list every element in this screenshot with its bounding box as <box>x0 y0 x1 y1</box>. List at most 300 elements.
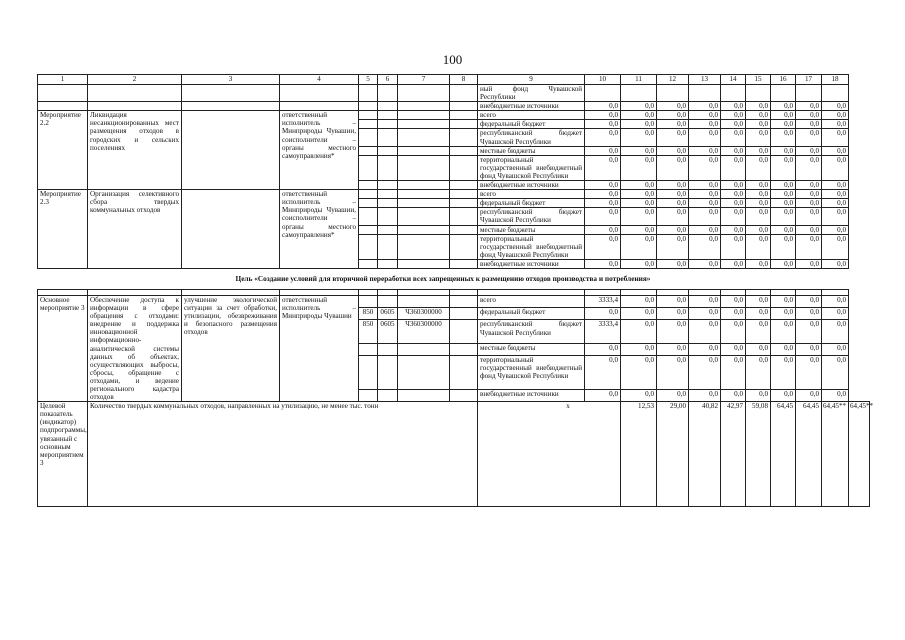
empty-cell <box>746 85 771 102</box>
value-cell: 0,0 <box>822 343 849 355</box>
empty-cell <box>378 146 398 155</box>
value-cell: 0,0 <box>657 155 689 180</box>
indicator-marker-cell: х <box>478 402 621 507</box>
empty-cell <box>359 120 378 129</box>
value-cell: 0,0 <box>796 190 822 199</box>
value-cell: 0,0 <box>721 190 746 199</box>
column-header: 12 <box>657 75 689 85</box>
empty-cell <box>398 155 450 180</box>
csr-cell <box>398 389 450 401</box>
csr-cell <box>398 295 450 307</box>
value-cell: 0,0 <box>621 102 657 111</box>
value-cell: 0,0 <box>822 120 849 129</box>
value-cell: 0,0 <box>657 199 689 208</box>
empty-cell <box>822 85 849 102</box>
value-cell: 0,0 <box>796 389 822 401</box>
value-cell: 0,0 <box>621 111 657 120</box>
value-cell: 0,0 <box>746 199 771 208</box>
rzpr-cell <box>378 343 398 355</box>
empty-cell <box>359 259 378 268</box>
value-cell: 0,0 <box>721 129 746 146</box>
empty-cell <box>182 102 280 111</box>
measure-name-cell: Ликвидация несанкционированных мест размещения отходов в городских и сельских поселениях <box>88 111 182 190</box>
value-cell: 0,0 <box>771 234 796 259</box>
rzpr-cell <box>378 295 398 307</box>
value-cell: 0,0 <box>621 355 657 389</box>
value-cell: 0,0 <box>585 355 621 389</box>
value-cell: 0,0 <box>746 308 771 320</box>
column-header: 8 <box>450 75 478 85</box>
value-cell: 0,0 <box>746 181 771 190</box>
value-cell: 0,0 <box>822 102 849 111</box>
program-table <box>37 74 874 507</box>
empty-cell <box>182 85 280 102</box>
executor-cell: ответственный исполнитель – Минприроды Чувашии, соисполнители – органы местного самоуправления* <box>280 111 359 190</box>
empty-cell <box>359 190 378 199</box>
value-cell: 0,0 <box>585 225 621 234</box>
value-cell: 0,0 <box>822 190 849 199</box>
value-cell: 0,0 <box>657 234 689 259</box>
value-cell: 0,0 <box>721 234 746 259</box>
empty-cell <box>280 102 359 111</box>
value-cell: 0,0 <box>796 320 822 343</box>
measure-row <box>38 190 870 199</box>
value-cell: 0,0 <box>796 355 822 389</box>
value-cell: 0,0 <box>721 120 746 129</box>
value-cell: 0,0 <box>746 155 771 180</box>
value-cell: 0,0 <box>585 234 621 259</box>
empty-cell <box>88 102 182 111</box>
value-cell: 0,0 <box>771 389 796 401</box>
value-cell: 0,0 <box>621 234 657 259</box>
value-cell: 0,0 <box>657 343 689 355</box>
grbs-cell <box>359 295 378 307</box>
value-cell: 0,0 <box>771 190 796 199</box>
measure-row <box>38 111 870 120</box>
value-cell: 0,0 <box>822 320 849 343</box>
value-cell: 0,0 <box>771 295 796 307</box>
value-cell: 0,0 <box>657 129 689 146</box>
value-cell: 0,0 <box>721 320 746 343</box>
empty-cell <box>378 234 398 259</box>
indicator-label-cell: Целевой показатель (индикатор) подпрограммы, увязанный с основным мероприятием 3 <box>38 402 88 507</box>
value-cell: 40,82 <box>689 402 721 507</box>
csr-cell <box>398 355 450 389</box>
value-cell: 0,0 <box>822 295 849 307</box>
indicator-row <box>38 402 870 507</box>
value-cell: 3333,4 <box>585 295 621 307</box>
value-cell: 0,0 <box>689 295 721 307</box>
empty-cell <box>378 190 398 199</box>
empty-cell <box>378 102 398 111</box>
value-cell: 0,0 <box>721 181 746 190</box>
value-cell: 0,0 <box>822 355 849 389</box>
goal-heading: Цель «Создание условий для вторичной переработки всех запрещенных к размещению отходов производства и потребления» <box>38 268 849 289</box>
empty-cell <box>378 225 398 234</box>
funding-source-cell: ный фонд Чувашской Республики <box>478 85 585 102</box>
value-cell: 0,0 <box>746 129 771 146</box>
value-cell: 0,0 <box>746 355 771 389</box>
value-cell: 0,0 <box>657 389 689 401</box>
result-cell <box>182 190 280 269</box>
value-cell: 0,0 <box>621 155 657 180</box>
empty-cell <box>398 102 450 111</box>
empty-cell <box>378 111 398 120</box>
funding-source-cell: внебюджетные источники <box>478 259 585 268</box>
value-cell: 0,0 <box>746 146 771 155</box>
value-cell: 0,0 <box>621 225 657 234</box>
empty-cell <box>378 155 398 180</box>
continuation-row <box>38 85 870 102</box>
value-cell: 0,0 <box>746 102 771 111</box>
empty-cell <box>38 85 88 102</box>
value-cell: 0,0 <box>621 208 657 225</box>
csr-cell <box>398 343 450 355</box>
value-cell: 0,0 <box>796 295 822 307</box>
value-cell: 0,0 <box>689 146 721 155</box>
funding-source-cell: федеральный бюджет <box>478 308 585 320</box>
value-cell: 0,0 <box>585 190 621 199</box>
empty-cell <box>398 146 450 155</box>
empty-cell <box>359 208 378 225</box>
value-cell: 0,0 <box>746 225 771 234</box>
value-cell: 0,0 <box>771 129 796 146</box>
value-cell: 0,0 <box>796 102 822 111</box>
goal-row <box>38 268 870 289</box>
executor-cell: ответственный исполнитель – Минприроды Чувашии, соисполнители – органы местного самоуправления* <box>280 190 359 269</box>
funding-source-cell: всего <box>478 111 585 120</box>
value-cell: 0,0 <box>721 225 746 234</box>
value-cell: 0,0 <box>689 120 721 129</box>
value-cell: 0,0 <box>746 259 771 268</box>
value-cell: 0,0 <box>585 155 621 180</box>
value-cell: 0,0 <box>585 208 621 225</box>
value-cell: 0,0 <box>771 155 796 180</box>
funding-source-cell: республиканский бюджет Чувашской Республики <box>478 320 585 343</box>
executor-cell: ответственный исполнитель – Минприроды Чувашии <box>280 295 359 401</box>
rzpr-cell <box>378 389 398 401</box>
value-cell: 0,0 <box>657 355 689 389</box>
csr-cell: Ч360300000 <box>398 308 450 320</box>
value-cell: 0,0 <box>721 155 746 180</box>
column-header: 10 <box>585 75 621 85</box>
value-cell: 0,0 <box>796 181 822 190</box>
value-cell: 0,0 <box>689 102 721 111</box>
empty-cell <box>378 85 398 102</box>
funding-source-cell: территориальный государственный внебюджетный фонд Чувашской Республики <box>478 155 585 180</box>
value-cell: 0,0 <box>657 120 689 129</box>
value-cell: 0,0 <box>689 155 721 180</box>
value-cell: 0,0 <box>621 259 657 268</box>
value-cell: 0,0 <box>771 208 796 225</box>
value-cell: 0,0 <box>771 320 796 343</box>
value-cell: 12,53 <box>621 402 657 507</box>
empty-cell <box>689 85 721 102</box>
value-cell: 0,0 <box>771 120 796 129</box>
value-cell: 0,0 <box>657 181 689 190</box>
value-cell: 0,0 <box>689 111 721 120</box>
empty-cell <box>450 259 478 268</box>
empty-cell <box>378 129 398 146</box>
value-cell: 0,0 <box>721 389 746 401</box>
column-header: 7 <box>398 75 450 85</box>
vr-cell <box>450 343 478 355</box>
empty-cell <box>359 234 378 259</box>
value-cell: 0,0 <box>621 308 657 320</box>
empty-cell <box>398 120 450 129</box>
value-cell: 0,0 <box>796 225 822 234</box>
value-cell: 0,0 <box>746 295 771 307</box>
value-cell: 0,0 <box>721 295 746 307</box>
value-cell: 0,0 <box>657 259 689 268</box>
vr-cell <box>450 308 478 320</box>
result-cell: улучшение экологической ситуации за счет обработки, утилизации, обезвреживания и безопасного размещения отходов <box>182 295 280 401</box>
value-cell: 0,0 <box>822 389 849 401</box>
column-header: 11 <box>621 75 657 85</box>
value-cell: 64,45** <box>849 402 870 507</box>
column-header: 13 <box>689 75 721 85</box>
value-cell: 0,0 <box>822 234 849 259</box>
value-cell: 0,0 <box>585 120 621 129</box>
value-cell: 0,0 <box>689 259 721 268</box>
empty-cell <box>359 129 378 146</box>
value-cell: 0,0 <box>657 320 689 343</box>
value-cell: 0,0 <box>585 111 621 120</box>
page-number: 100 <box>442 52 463 67</box>
value-cell: 0,0 <box>689 199 721 208</box>
value-cell: 0,0 <box>585 102 621 111</box>
value-cell: 0,0 <box>657 146 689 155</box>
continuation-row <box>38 102 870 111</box>
column-header: 17 <box>796 75 822 85</box>
grbs-cell <box>359 389 378 401</box>
funding-source-cell: федеральный бюджет <box>478 199 585 208</box>
funding-source-cell: местные бюджеты <box>478 146 585 155</box>
value-cell: 0,0 <box>585 389 621 401</box>
funding-source-cell: республиканский бюджет Чувашской Республики <box>478 208 585 225</box>
empty-cell <box>378 208 398 225</box>
value-cell: 0,0 <box>746 343 771 355</box>
empty-cell <box>585 85 621 102</box>
empty-cell <box>378 259 398 268</box>
empty-cell <box>450 120 478 129</box>
column-header: 3 <box>182 75 280 85</box>
value-cell: 64,45** <box>822 402 849 507</box>
empty-cell <box>398 199 450 208</box>
value-cell: 0,0 <box>746 389 771 401</box>
empty-cell <box>398 208 450 225</box>
value-cell: 0,0 <box>771 102 796 111</box>
empty-cell <box>450 155 478 180</box>
value-cell: 0,0 <box>621 320 657 343</box>
column-header: 4 <box>280 75 359 85</box>
value-cell: 0,0 <box>657 308 689 320</box>
empty-cell <box>450 225 478 234</box>
value-cell: 0,0 <box>771 146 796 155</box>
value-cell: 0,0 <box>822 111 849 120</box>
value-cell: 0,0 <box>585 308 621 320</box>
value-cell: 0,0 <box>721 343 746 355</box>
result-cell <box>182 111 280 190</box>
vr-cell <box>450 320 478 343</box>
empty-cell <box>398 111 450 120</box>
empty-cell <box>398 190 450 199</box>
value-cell: 0,0 <box>585 181 621 190</box>
value-cell: 0,0 <box>796 234 822 259</box>
value-cell: 0,0 <box>621 146 657 155</box>
value-cell: 0,0 <box>746 208 771 225</box>
value-cell: 0,0 <box>796 129 822 146</box>
value-cell: 0,0 <box>657 102 689 111</box>
value-cell: 0,0 <box>721 146 746 155</box>
funding-source-cell: местные бюджеты <box>478 225 585 234</box>
value-cell: 0,0 <box>771 181 796 190</box>
empty-cell <box>398 85 450 102</box>
grbs-cell <box>359 355 378 389</box>
vr-cell <box>450 389 478 401</box>
column-header: 2 <box>88 75 182 85</box>
empty-cell <box>771 85 796 102</box>
value-cell: 29,00 <box>657 402 689 507</box>
funding-source-cell: внебюджетные источники <box>478 102 585 111</box>
indicator-text-cell: Количество твердых коммунальных отходов, направленных на утилизацию, не менее тыс. тонн <box>88 402 478 507</box>
value-cell: 42,97 <box>721 402 746 507</box>
value-cell: 0,0 <box>657 111 689 120</box>
grbs-cell: 850 <box>359 308 378 320</box>
value-cell: 0,0 <box>657 295 689 307</box>
value-cell: 0,0 <box>796 120 822 129</box>
value-cell: 0,0 <box>822 155 849 180</box>
value-cell: 0,0 <box>796 259 822 268</box>
value-cell: 0,0 <box>689 181 721 190</box>
grbs-cell: 850 <box>359 320 378 343</box>
empty-cell <box>450 234 478 259</box>
grbs-cell <box>359 343 378 355</box>
value-cell: 0,0 <box>721 355 746 389</box>
vr-cell <box>450 355 478 389</box>
funding-source-cell: территориальный государственный внебюджетный фонд Чувашской Республики <box>478 234 585 259</box>
value-cell: 0,0 <box>796 208 822 225</box>
value-cell: 0,0 <box>689 190 721 199</box>
funding-source-cell: всего <box>478 190 585 199</box>
funding-source-cell: местные бюджеты <box>478 343 585 355</box>
value-cell: 0,0 <box>721 102 746 111</box>
value-cell: 0,0 <box>689 129 721 146</box>
column-header: 6 <box>378 75 398 85</box>
measure-name-cell: Обеспечение доступа к информации в сфере обращения с отходами: внедрение и поддержка инновационной информационно-аналитической системы данных об объектах, осуществляющих выбросы, сбросы, обращение с отходами, и ведение регионального кадастра отходов <box>88 295 182 401</box>
empty-cell <box>359 199 378 208</box>
empty-cell <box>450 102 478 111</box>
empty-cell <box>398 225 450 234</box>
empty-cell <box>450 129 478 146</box>
empty-cell <box>359 111 378 120</box>
measure-code-cell: Мероприятие 2.3 <box>38 190 88 269</box>
value-cell: 0,0 <box>657 190 689 199</box>
value-cell: 59,08 <box>746 402 771 507</box>
value-cell: 0,0 <box>621 181 657 190</box>
value-cell: 0,0 <box>771 259 796 268</box>
value-cell: 0,0 <box>746 120 771 129</box>
empty-cell <box>450 199 478 208</box>
value-cell: 0,0 <box>585 343 621 355</box>
empty-cell <box>88 85 182 102</box>
value-cell: 0,0 <box>721 259 746 268</box>
value-cell: 0,0 <box>771 343 796 355</box>
value-cell: 0,0 <box>822 181 849 190</box>
value-cell: 0,0 <box>621 389 657 401</box>
empty-cell <box>280 85 359 102</box>
value-cell: 0,0 <box>771 225 796 234</box>
column-header-row <box>38 75 870 85</box>
empty-cell <box>359 102 378 111</box>
empty-cell <box>450 111 478 120</box>
measure-code-cell: Мероприятие 2.2 <box>38 111 88 190</box>
column-header: 9 <box>478 75 585 85</box>
value-cell: 0,0 <box>621 120 657 129</box>
empty-cell <box>398 259 450 268</box>
empty-cell <box>359 155 378 180</box>
empty-cell <box>398 234 450 259</box>
funding-source-cell: территориальный государственный внебюджетный фонд Чувашской Республики <box>478 355 585 389</box>
value-cell: 0,0 <box>621 199 657 208</box>
csr-cell: Ч360300000 <box>398 320 450 343</box>
value-cell: 0,0 <box>585 146 621 155</box>
value-cell: 0,0 <box>822 308 849 320</box>
value-cell: 0,0 <box>689 389 721 401</box>
value-cell: 0,0 <box>771 355 796 389</box>
empty-cell <box>378 120 398 129</box>
empty-cell <box>450 146 478 155</box>
rzpr-cell: 0605 <box>378 320 398 343</box>
value-cell: 0,0 <box>822 259 849 268</box>
empty-cell <box>657 85 689 102</box>
value-cell: 0,0 <box>689 225 721 234</box>
value-cell: 0,0 <box>621 295 657 307</box>
empty-cell <box>450 85 478 102</box>
column-header: 16 <box>771 75 796 85</box>
value-cell: 0,0 <box>746 190 771 199</box>
funding-source-cell: внебюджетные источники <box>478 389 585 401</box>
value-cell: 0,0 <box>585 199 621 208</box>
measure-name-cell: Организация селективного сбора твердых коммунальных отходов <box>88 190 182 269</box>
measure-row <box>38 295 870 307</box>
value-cell: 0,0 <box>721 208 746 225</box>
value-cell: 0,0 <box>721 111 746 120</box>
empty-cell <box>796 85 822 102</box>
value-cell: 0,0 <box>689 355 721 389</box>
column-header: 15 <box>746 75 771 85</box>
value-cell: 0,0 <box>771 199 796 208</box>
empty-cell <box>378 199 398 208</box>
funding-source-cell: всего <box>478 295 585 307</box>
value-cell: 0,0 <box>657 208 689 225</box>
column-header: 1 <box>38 75 88 85</box>
column-header: 14 <box>721 75 746 85</box>
value-cell: 0,0 <box>721 308 746 320</box>
column-header: 5 <box>359 75 378 85</box>
value-cell: 0,0 <box>746 234 771 259</box>
value-cell: 0,0 <box>621 343 657 355</box>
value-cell: 0,0 <box>796 308 822 320</box>
empty-cell <box>398 129 450 146</box>
funding-source-cell: республиканский бюджет Чувашской Республики <box>478 129 585 146</box>
vr-cell <box>450 295 478 307</box>
column-header: 18 <box>822 75 849 85</box>
value-cell: 0,0 <box>689 320 721 343</box>
rzpr-cell: 0605 <box>378 308 398 320</box>
empty-cell <box>359 225 378 234</box>
rzpr-cell <box>378 355 398 389</box>
